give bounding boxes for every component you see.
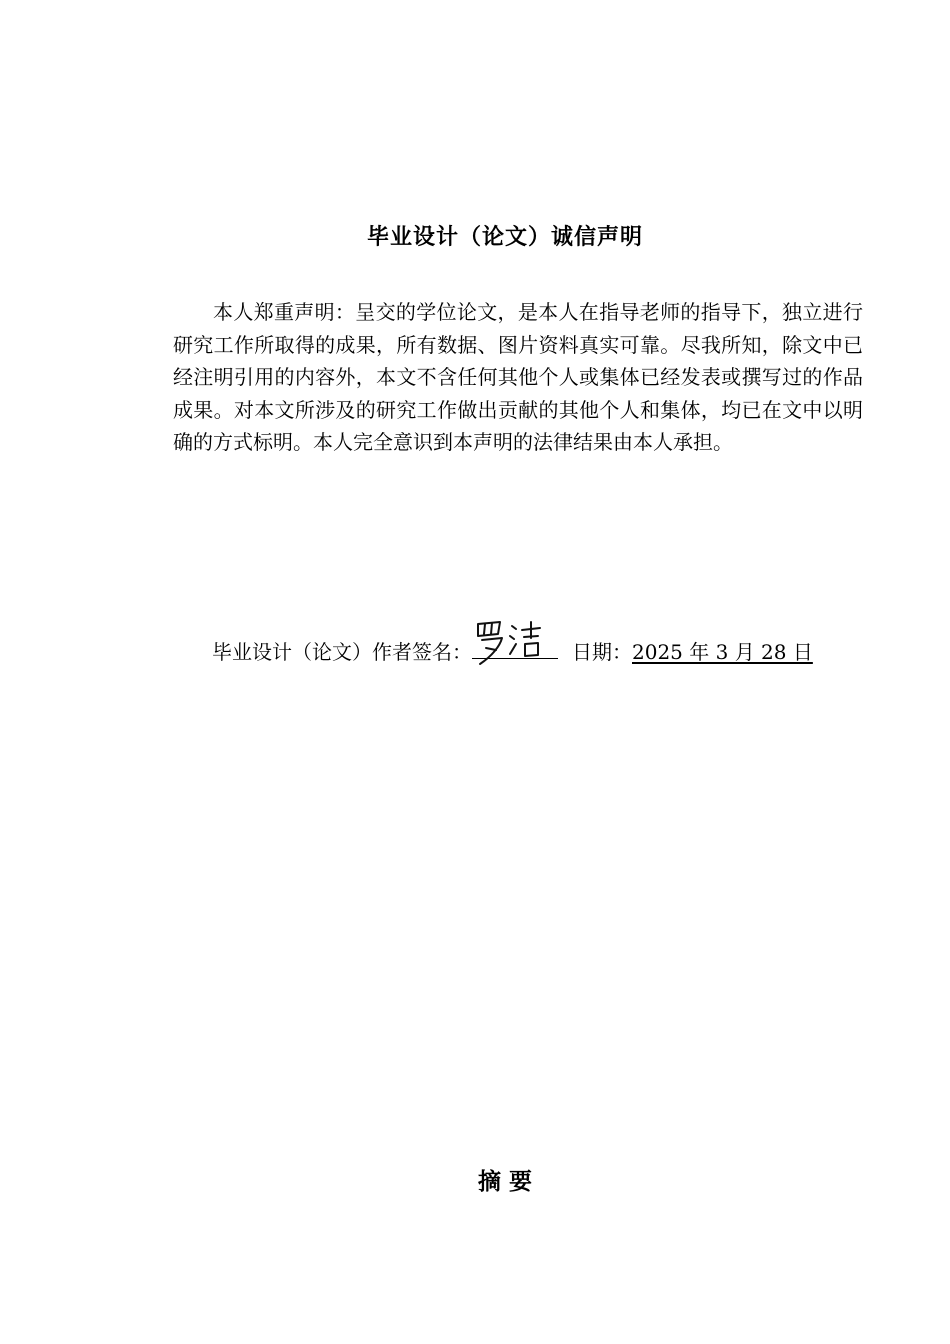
signature-icon xyxy=(472,616,558,668)
handwritten-signature xyxy=(472,632,558,659)
signature-label: 毕业设计（论文）作者签名： xyxy=(212,640,472,664)
abstract-heading: 摘 要 xyxy=(477,1169,532,1195)
date-value: 2025 年 3 月 28 日 xyxy=(632,640,813,664)
declaration-paragraph: 本人郑重声明：呈交的学位论文，是本人在指导老师的指导下，独立进行研究工作所取得的成果，所有数据、图片资料真实可靠。尽我所知，除文中已经注明引用的内容外，本文不含任何其他个人或集体已经发表或撰写过的作品成果。对本文所涉及的研究工作做出贡献的其他个人和集体，均已在文中以明确的方式标明。本人完全意识到本声明的法律结果由本人承担。 xyxy=(173,300,863,454)
page-title: 毕业设计（论文）诚信声明 xyxy=(366,225,643,250)
signature-line xyxy=(212,632,813,665)
date-label: 日期： xyxy=(572,640,632,664)
